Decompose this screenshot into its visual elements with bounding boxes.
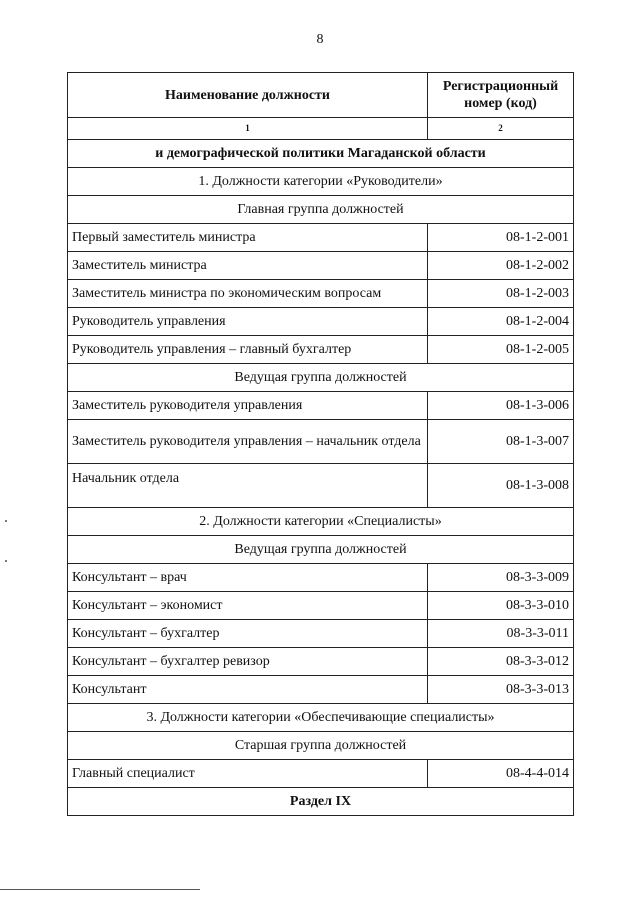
table-body — [68, 140, 574, 816]
group-row — [68, 364, 574, 392]
category-title: 1. Должности категории «Руководители» — [68, 168, 574, 196]
column-number-1: 1 — [68, 118, 428, 140]
scan-mark — [5, 520, 7, 522]
registration-code: 08-1-2-002 — [428, 252, 574, 280]
position-name: Начальник отдела — [68, 464, 428, 508]
table-row — [68, 564, 574, 592]
category-row — [68, 704, 574, 732]
group-title: Ведущая группа должностей — [68, 364, 574, 392]
registration-code: 08-4-4-014 — [428, 760, 574, 788]
group-title: Главная группа должностей — [68, 196, 574, 224]
position-name: Консультант – экономист — [68, 592, 428, 620]
registration-code: 08-1-2-004 — [428, 308, 574, 336]
registration-code: 08-3-3-012 — [428, 648, 574, 676]
column-number-2: 2 — [428, 118, 574, 140]
table-row — [68, 336, 574, 364]
position-name: Консультант – врач — [68, 564, 428, 592]
section-row — [68, 140, 574, 168]
header-registration-code: Регистрационный номер (код) — [428, 73, 574, 118]
registration-code: 08-1-2-001 — [428, 224, 574, 252]
position-name: Заместитель министра по экономическим вопросам — [68, 280, 428, 308]
table-row — [68, 224, 574, 252]
section-row — [68, 788, 574, 816]
registration-code: 08-3-3-011 — [428, 620, 574, 648]
table-row — [68, 760, 574, 788]
table-row — [68, 392, 574, 420]
group-title: Ведущая группа должностей — [68, 536, 574, 564]
registration-code: 08-1-2-003 — [428, 280, 574, 308]
registration-code: 08-1-3-006 — [428, 392, 574, 420]
category-title: 2. Должности категории «Специалисты» — [68, 508, 574, 536]
category-row — [68, 168, 574, 196]
position-name: Консультант — [68, 676, 428, 704]
position-name: Заместитель министра — [68, 252, 428, 280]
group-title: Старшая группа должностей — [68, 732, 574, 760]
table-row — [68, 420, 574, 464]
position-name: Руководитель управления – главный бухгалтер — [68, 336, 428, 364]
section-title: и демографической политики Магаданской области — [68, 140, 574, 168]
page-edge-rule — [0, 889, 200, 890]
group-row — [68, 196, 574, 224]
scan-mark — [5, 560, 7, 562]
category-row — [68, 508, 574, 536]
table-row — [68, 308, 574, 336]
registration-code: 08-1-3-007 — [428, 420, 574, 464]
registration-code: 08-1-2-005 — [428, 336, 574, 364]
position-name: Заместитель руководителя управления — [68, 392, 428, 420]
category-title: 3. Должности категории «Обеспечивающие специалисты» — [68, 704, 574, 732]
table-row — [68, 676, 574, 704]
column-number-row — [68, 118, 574, 140]
table-row — [68, 620, 574, 648]
table-row — [68, 648, 574, 676]
position-name: Руководитель управления — [68, 308, 428, 336]
section-title: Раздел IX — [68, 788, 574, 816]
position-name: Первый заместитель министра — [68, 224, 428, 252]
registration-code: 08-3-3-009 — [428, 564, 574, 592]
table-row — [68, 464, 574, 508]
header-position-name: Наименование должности — [68, 73, 428, 118]
registration-code: 08-1-3-008 — [428, 464, 574, 508]
table-row — [68, 592, 574, 620]
table-header-row — [68, 73, 574, 118]
position-name: Консультант – бухгалтер — [68, 620, 428, 648]
table-row — [68, 280, 574, 308]
group-row — [68, 732, 574, 760]
position-name: Главный специалист — [68, 760, 428, 788]
position-name: Заместитель руководителя управления – начальник отдела — [68, 420, 428, 464]
table-row — [68, 252, 574, 280]
page-number: 8 — [316, 32, 324, 47]
registration-code: 08-3-3-010 — [428, 592, 574, 620]
registration-code: 08-3-3-013 — [428, 676, 574, 704]
group-row — [68, 536, 574, 564]
position-name: Консультант – бухгалтер ревизор — [68, 648, 428, 676]
positions-register-table — [67, 72, 574, 816]
